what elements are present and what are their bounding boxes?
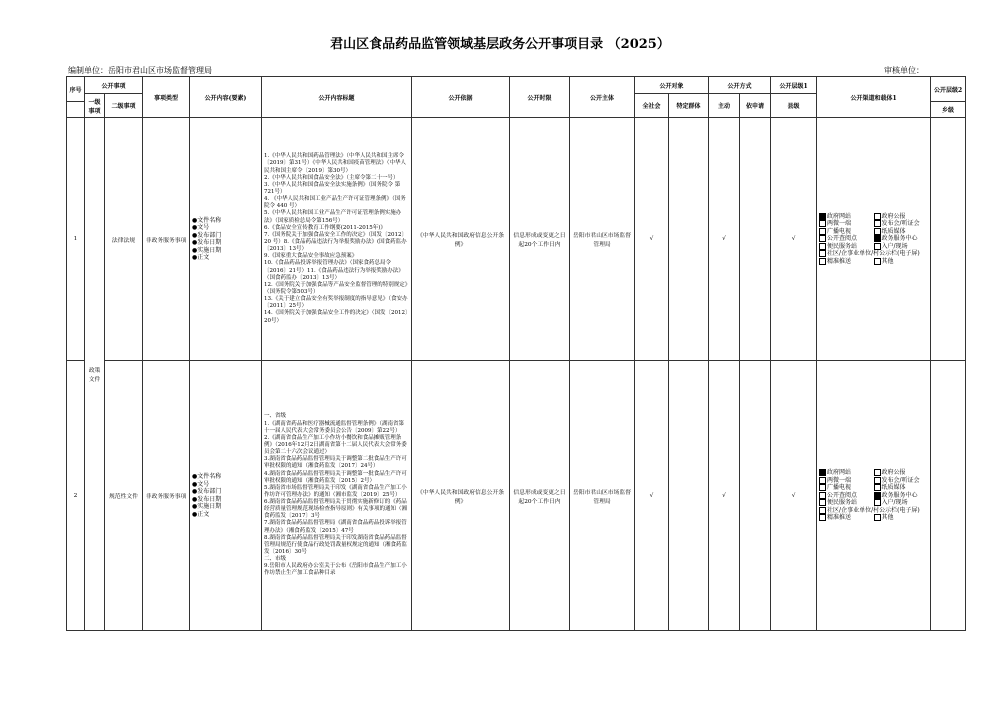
channel-option: 精准推送 [819,514,874,522]
row-obj-all-check: √ [635,118,669,361]
element-item: ●正文 [192,254,210,261]
header-layer2-town: 乡级 [931,102,966,118]
element-item: ●文件名称 [192,473,222,480]
row-apply-check [740,361,771,631]
content-line: 6.《食品安全宣传教育工作纲要(2011-2015年)》 [264,224,386,231]
checkbox-icon [874,213,881,220]
checkbox-icon [874,220,881,227]
checkbox-icon [874,258,881,265]
channel-option: 便民服务站 [819,243,874,251]
content-line: 6.湖南省食品药品监督管理局关于贯彻实施新修订的《药品经营质量管理规范现场检查指导原则》有关事项的通知（湘食药监发〔2017〕3号 [264,499,408,520]
checkbox-icon [874,514,881,521]
row-time: 信息形成或变更之日起20个工作日内 [510,118,570,361]
element-item: ●发布日期 [192,495,222,503]
row-layer1-check: √ [771,118,817,361]
channel-option: 入户/现场 [874,243,929,251]
page-title: 君山区食品药品监管领域基层政务公开事项目录 （2025） [330,37,670,52]
row-basis: 《中华人民共和国政府信息公开条例》 [412,361,510,631]
row-layer2-check [931,118,966,361]
header-method: 公开方式 [709,77,771,94]
checkbox-icon [819,507,826,514]
row-active-check: √ [709,118,740,361]
header-time: 公开时限 [510,77,570,118]
checkbox-icon [874,243,881,250]
reviewing-unit: 审核单位： [884,66,924,75]
channel-option: 精准推送 [819,258,874,266]
content-line: 4. 《中华人民共和国工业产品生产许可证管理条例》（国务院令 440 号） [264,196,406,210]
content-line: 2.《湖南省食品生产加工小作坊小餐饮和食品摊贩管理条例》（2016年12月2日湖南省第十二届人民代表大会常务委员会第二十六次会议通过） [264,434,407,456]
row-seq: 2 [67,361,85,631]
content-line: 1.《中华人民共和国药品管理法》（中华人民共和国主席令〔2019〕第31号）《中华人民共和国疫苗管理法》（中华人民共和国主席令〔2019〕第30号） [264,153,407,174]
element-item: ●文号 [192,480,210,488]
row-obj-all-check: √ [635,361,669,631]
checkbox-icon [819,213,826,220]
checkbox-icon [874,469,881,476]
header-obj-specific: 特定群体 [669,94,709,118]
row-channels [817,118,931,361]
content-line: 9.《国家重大食品安全事故应急预案》 [264,253,358,260]
header-elements: 公开内容(要素) [190,77,262,118]
row-level2: 规范性文件 [105,361,143,631]
row-level2: 法律法规 [105,118,143,361]
row-subject: 岳阳市君山区市场监督管理局 [570,118,635,361]
header-level1: 一级事项 [85,94,105,118]
checkbox-icon [874,492,881,499]
channel-option: 政务服务中心 [874,235,929,243]
element-item: ●实施日期 [192,503,222,510]
row-time: 信息形成或变更之日起20个工作日内 [510,361,570,631]
channel-option: 纸质媒体 [874,484,929,492]
header-channel: 公开渠道和载体1 [817,77,931,118]
channel-option: 便民服务站 [819,499,874,507]
element-item: ●实施日期 [192,246,222,254]
element-item: ●文号 [192,224,210,231]
row-apply-check [740,118,771,361]
row-subject: 岳阳市君山区市场监督管理局 [570,361,635,631]
content-line: 一、省级 [264,413,287,420]
row-elements [190,361,262,631]
content-line: 7.《国务院关于加强食品安全工作的决定》（国发〔2012〕20 号）8.《食品药品违法行为举报奖励办法》(国食药监办〔2013〕13号） [264,231,408,253]
channel-option: 社区/企事业单位/村公示栏(电子屏) [819,250,928,258]
content-line: 14.《国务院关于加强食品安全工作的决定》（国发〔2012〕20号） [264,310,408,324]
disclosure-table [66,76,966,631]
channel-option: 公开查阅点 [819,235,874,243]
row-type: 非政务服务事项 [143,118,190,361]
content-line: 8.湖南省食品药品监督管理局关于印发湖南省食品药品监督管理局规范行使食品行政处罚裁量权规定的通知（湘食药监发〔2016〕30号 [264,534,408,556]
checkbox-icon [874,484,881,491]
channel-option: 政府公报 [874,469,929,477]
header-content-title: 公开内容标题 [262,77,412,118]
row-obj-specific-check [669,118,709,361]
checkbox-icon [819,477,826,484]
checkbox-icon [819,243,826,250]
content-line: 2.《中华人民共和国食品安全法》（主席令第二十一号） [264,174,399,181]
checkbox-icon [819,220,826,227]
header-basis: 公开依据 [412,77,510,118]
header-object: 公开对象 [635,77,709,94]
channel-option: 政府网站 [819,469,874,477]
content-line: 10.《食品药品投诉举报管理办法》（国家食药总局令〔2016〕21号）11.《食品药品违法行为举报奖励办法》（国食药监办〔2013〕13号） [264,260,404,281]
channel-option: 入户/现场 [874,499,929,507]
row-seq: 1 [67,118,85,361]
row-elements [190,118,262,361]
content-line: 7.湖南省食品药品监督管理局《湖南省食品药品投诉举报管理办法》（湘食药监发〔2015〕47号 [264,520,407,534]
row-content [262,118,412,361]
level1-cell: 政策文件 [85,118,105,631]
table-row [67,118,966,361]
header-layer1-county: 县级 [771,94,817,118]
channel-option: 两微一端 [819,477,874,485]
checkbox-icon [819,250,826,257]
header-seq: 序号 [67,77,85,102]
channel-option: 发布会/听证会 [874,477,929,485]
content-line: 5.《中华人民共和国工业产品生产许可证管理条例实施办法》（国家质检总局令第156号） [264,210,402,224]
checkbox-icon [874,499,881,506]
header-level2: 二级事项 [105,94,143,118]
header-layer2: 公开层级2 [931,77,966,102]
element-item: ●发布部门 [192,488,222,495]
channel-option: 广播电视 [819,484,874,492]
content-line: 9.岳阳市人民政府办公室关于公布《岳阳市食品生产加工小作坊禁止生产加工食品种目录 [264,563,407,577]
channel-option: 发布会/听证会 [874,220,929,228]
row-basis: 《中华人民共和国政府信息公开条例》 [412,118,510,361]
element-item: ●发布日期 [192,239,222,246]
element-item: ●正文 [192,510,210,518]
header-method-active: 主动 [709,94,740,118]
checkbox-icon [874,235,881,242]
row-active-check: √ [709,361,740,631]
compiling-unit: 编制单位：岳阳市君山区市场监督管理局 [68,66,212,75]
channel-list [819,213,928,266]
content-line: 3.《中华人民共和国食品安全法实施条例》（国务院令 第721号） [264,181,401,196]
channel-option: 政府网站 [819,213,874,221]
channel-option: 纸质媒体 [874,228,929,236]
checkbox-icon [819,514,826,521]
row-channels [817,361,931,631]
header-seq-blank [67,102,85,118]
checkbox-icon [819,499,826,506]
channel-option: 其他 [874,258,929,266]
checkbox-icon [819,492,826,499]
channel-option: 公开查阅点 [819,492,874,500]
row-type: 非政务服务事项 [143,361,190,631]
row-content [262,361,412,631]
header-obj-all: 全社会 [635,94,669,118]
content-line: 3.湖南省食品药品监督管理局关于调整第二批食品生产许可审批权限的通知（湘食药监发〔2017〕24号） [264,456,407,470]
checkbox-icon [819,235,826,242]
checkbox-icon [874,228,881,235]
content-line: 12.《国务院关于加强食品等产品安全监督管理的特别规定》（国务院令第503号） [264,281,408,295]
row-layer1-check: √ [771,361,817,631]
content-line: 1.《湖南省药品和医疗器械流通监督管理条例》（湖南省第十一届人民代表大会常务委员会公告〔2009〕第22号） [264,420,405,434]
checkbox-icon [819,258,826,265]
row-obj-specific-check [669,361,709,631]
checkbox-icon [819,469,826,476]
header-method-apply: 依申请 [740,94,771,118]
channel-option: 两微一端 [819,220,874,228]
checkbox-icon [874,477,881,484]
channel-option: 政务服务中心 [874,492,929,500]
channel-option: 社区/企事业单位/村公示栏(电子屏) [819,507,928,515]
checkbox-icon [819,228,826,235]
table-row [67,361,966,631]
header-layer1: 公开层级1 [771,77,817,94]
content-line: 5.湖南省市场监督管理局关于印发《湖南省食品生产加工小作坊许可管理办法》的通知（湘市监发〔2019〕25号） [264,484,407,498]
channel-option: 广播电视 [819,228,874,236]
channel-option: 政府公报 [874,213,929,221]
row-layer2-check [931,361,966,631]
header-subject: 公开主体 [570,77,635,118]
header-matter: 公开事项 [85,77,143,94]
content-line: 二、市级 [264,556,287,563]
header-type: 事项类型 [143,77,190,118]
element-item: ●文件名称 [192,216,222,224]
channel-option: 其他 [874,514,929,522]
checkbox-icon [819,484,826,491]
content-line: 4.湖南省食品药品监督管理局关于调整第一批食品生产许可审批权限的通知（湘食药监发〔2015〕2号） [264,470,407,484]
channel-list [819,469,928,522]
element-item: ●发布部门 [192,231,222,239]
content-line: 13.《关于建立食品安全有奖举报制度的指导意见》（食安办〔2011〕25号） [264,296,408,310]
